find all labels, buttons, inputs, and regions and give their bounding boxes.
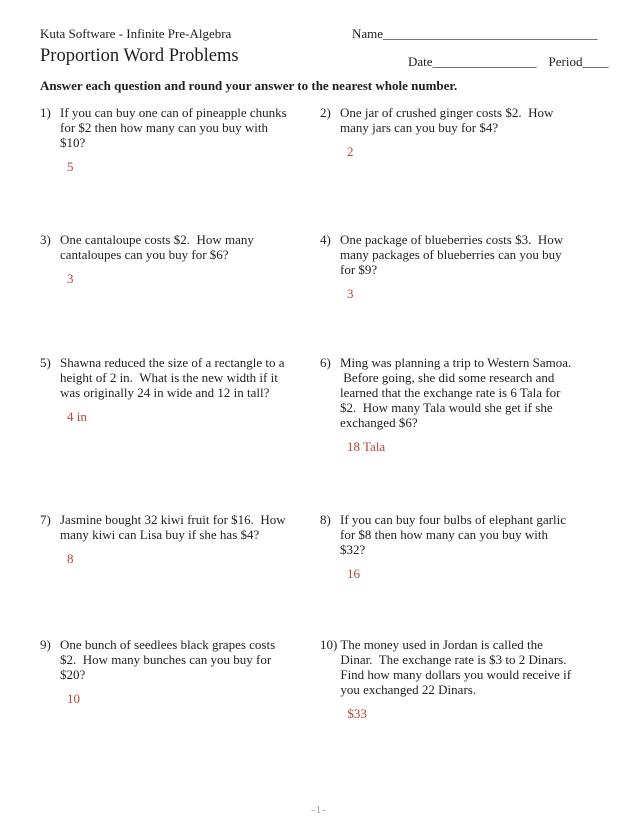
problem-body — [60, 637, 320, 706]
problem-body — [340, 355, 606, 454]
problem-answer: 8 — [67, 551, 74, 566]
problem-text-line: you exchanged 22 Dinars. — [340, 682, 477, 697]
problem-text-line: Before going, she did some research and — [340, 370, 555, 385]
problem-number: 3) — [40, 232, 51, 247]
problem-item — [320, 355, 606, 512]
date-field — [408, 54, 537, 69]
problem-number: 10) — [320, 637, 338, 652]
date-period-row — [408, 54, 609, 70]
problem-text-line: for $9? — [340, 262, 378, 277]
problem-answer: 2 — [347, 144, 354, 159]
problem-number: 7) — [40, 512, 51, 527]
problem-number: 5) — [40, 355, 51, 370]
date-blank-line: ________________ — [432, 54, 537, 69]
page-number: -1- — [311, 804, 327, 816]
problem-body — [60, 512, 320, 566]
problem-text-line: The money used in Jordan is called the — [340, 637, 543, 652]
problem-item — [320, 512, 606, 637]
problem-text-line: learned that the exchange rate is 6 Tala for — [340, 385, 561, 400]
problem-text-line: If you can buy four bulbs of elephant garlic — [340, 512, 566, 527]
problem-text-line: for $8 then how many can you buy with — [340, 527, 548, 542]
problem-answer: 16 — [347, 566, 360, 581]
problem-text-line: many packages of blueberries can you buy — [340, 247, 562, 262]
problem-answer: 5 — [67, 159, 74, 174]
instructions-text: Answer each question and round your answer to the nearest whole number. — [40, 78, 458, 93]
problem-item — [40, 512, 320, 637]
problem-text-line: $20? — [60, 667, 86, 682]
problem-text-line: If you can buy one can of pineapple chunks — [60, 105, 287, 120]
problem-answer: $33 — [347, 706, 367, 721]
problem-item — [40, 105, 320, 232]
date-label: Date — [408, 54, 433, 69]
problem-body — [340, 232, 606, 301]
problem-text — [340, 512, 606, 557]
problem-text-line: exchanged $6? — [340, 415, 418, 430]
problem-item — [320, 637, 606, 721]
brand-line: Kuta Software - Infinite Pre-Algebra — [40, 26, 232, 41]
problem-text — [60, 105, 320, 150]
name-blank-line: _________________________________ — [383, 26, 598, 41]
period-field — [549, 54, 609, 69]
problem-item — [40, 232, 320, 355]
problem-text-line: was originally 24 in wide and 12 in tall? — [60, 385, 270, 400]
problem-item — [40, 355, 320, 512]
problem-text — [340, 637, 606, 697]
problem-text — [340, 105, 606, 135]
problem-text — [60, 355, 320, 400]
problem-text-line: One jar of crushed ginger costs $2. How — [340, 105, 554, 120]
problem-text-line: One cantaloupe costs $2. How many — [60, 232, 254, 247]
problem-text — [340, 232, 606, 277]
problem-text-line: Ming was planning a trip to Western Samoa. — [340, 355, 572, 370]
problem-text-line: many jars can you buy for $4? — [340, 120, 499, 135]
problem-number: 2) — [320, 105, 331, 120]
name-field — [352, 26, 598, 42]
page-title: Proportion Word Problems — [40, 46, 239, 66]
problem-body — [60, 232, 320, 286]
problem-body — [340, 105, 606, 159]
problem-text-line: $10? — [60, 135, 86, 150]
problem-text-line: One package of blueberries costs $3. How — [340, 232, 564, 247]
problem-item — [320, 105, 606, 232]
problem-text-line: height of 2 in. What is the new width if it — [60, 370, 278, 385]
problem-item — [320, 232, 606, 355]
problem-text-line: $2. How many Tala would she get if she — [340, 400, 553, 415]
problem-body — [340, 512, 606, 581]
problem-text — [60, 512, 320, 542]
problem-answer: 10 — [67, 691, 80, 706]
problem-answer: 3 — [347, 286, 354, 301]
problem-body — [340, 637, 606, 721]
problem-number: 4) — [320, 232, 331, 247]
period-blank-line: ____ — [582, 54, 609, 69]
problem-text-line: many kiwi can Lisa buy if she has $4? — [60, 527, 260, 542]
problem-answer: 4 in — [67, 409, 87, 424]
problem-item — [40, 637, 320, 721]
problem-number: 9) — [40, 637, 51, 652]
period-label: Period — [548, 54, 583, 69]
problem-text-line: for $2 then how many can you buy with — [60, 120, 268, 135]
problem-number: 6) — [320, 355, 331, 370]
problem-number: 1) — [40, 105, 51, 120]
problem-text-line: Find how many dollars you would receive if — [340, 667, 572, 682]
problem-text — [60, 637, 320, 682]
problem-answer: 18 Tala — [347, 439, 386, 454]
problem-answer: 3 — [67, 271, 74, 286]
problem-number: 8) — [320, 512, 331, 527]
problem-text-line: Dinar. The exchange rate is $3 to 2 Dinars. — [340, 652, 567, 667]
problem-body — [60, 355, 320, 424]
problem-text — [340, 355, 606, 430]
problems-grid — [40, 105, 606, 721]
problem-text — [60, 232, 320, 262]
problem-text-line: $32? — [340, 542, 366, 557]
problem-text-line: One bunch of seedlees black grapes costs — [60, 637, 276, 652]
problem-body — [60, 105, 320, 174]
name-label: Name — [352, 26, 384, 41]
problem-text-line: Shawna reduced the size of a rectangle to a — [60, 355, 285, 370]
problem-text-line: cantaloupes can you buy for $6? — [60, 247, 229, 262]
problem-text-line: $2. How many bunches can you buy for — [60, 652, 272, 667]
problem-text-line: Jasmine bought 32 kiwi fruit for $16. How — [60, 512, 286, 527]
